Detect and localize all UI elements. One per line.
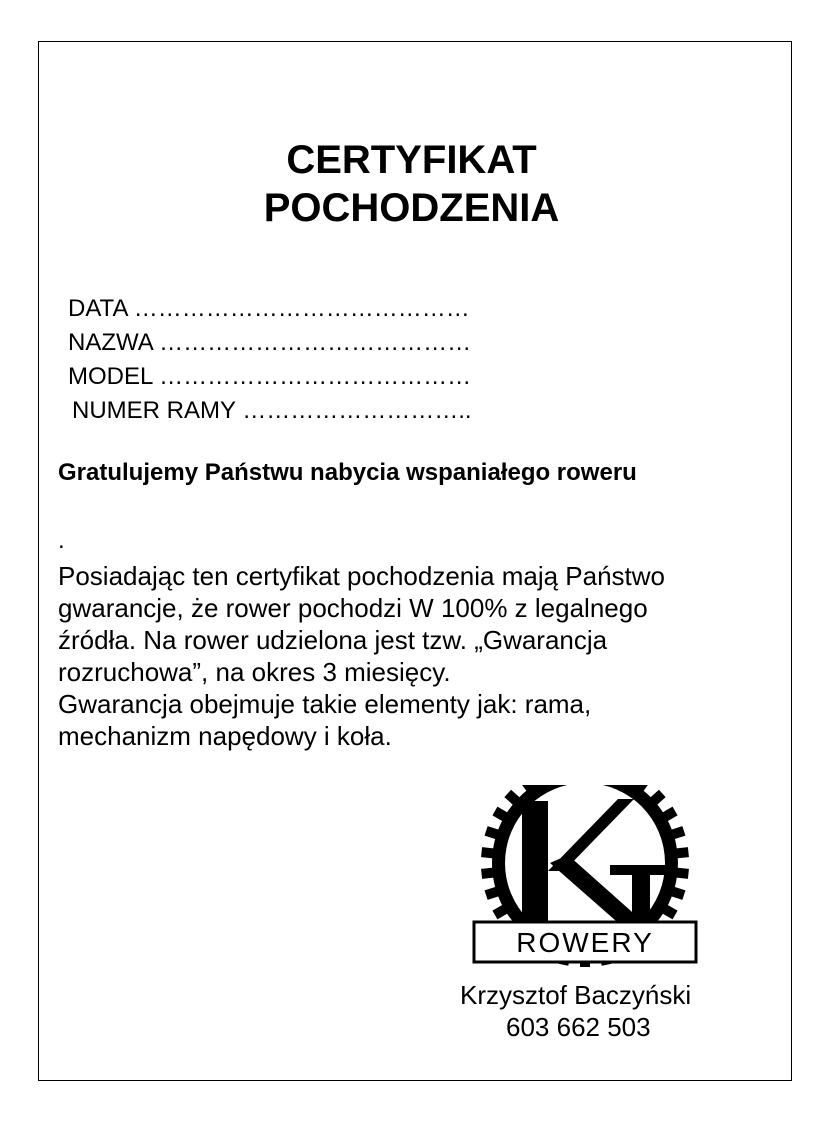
certificate-title-line1: CERTYFIKAT	[286, 138, 537, 182]
signature-phone: 603 662 503	[506, 1012, 651, 1042]
field-date: DATA ……………………………………	[68, 295, 470, 322]
congratulations-text: Gratulujemy Państwu nabycia wspaniałego roweru	[58, 459, 637, 486]
warranty-line: Gwarancja obejmuje takie elementy jak: rama,	[58, 689, 592, 719]
warranty-line: rozruchowa”, na okres 3 miesięcy.	[58, 657, 451, 687]
logo-label: ROWERY	[516, 927, 654, 958]
warranty-line: mechanizm napędowy i koła.	[58, 721, 392, 751]
kt-rowery-logo	[470, 785, 700, 970]
field-model: MODEL …………………………………	[68, 363, 472, 390]
warranty-line: gwarancje, że rower pochodzi W 100% z legalnego	[58, 593, 648, 623]
field-frame-number: NUMER RAMY ………………………..	[72, 397, 472, 424]
certificate-title-line2: POCHODZENIA	[263, 186, 560, 230]
warranty-paragraph	[58, 560, 778, 752]
field-name: NAZWA …………………………………	[68, 329, 472, 356]
signature-name: Krzysztof Baczyński	[460, 980, 692, 1010]
warranty-line: Posiadając ten certyfikat pochodzenia mają Państwo	[58, 561, 666, 591]
warranty-line: źródła. Na rower udzielona jest tzw. „Gwarancja	[58, 625, 608, 655]
separator-dot: .	[58, 527, 65, 554]
